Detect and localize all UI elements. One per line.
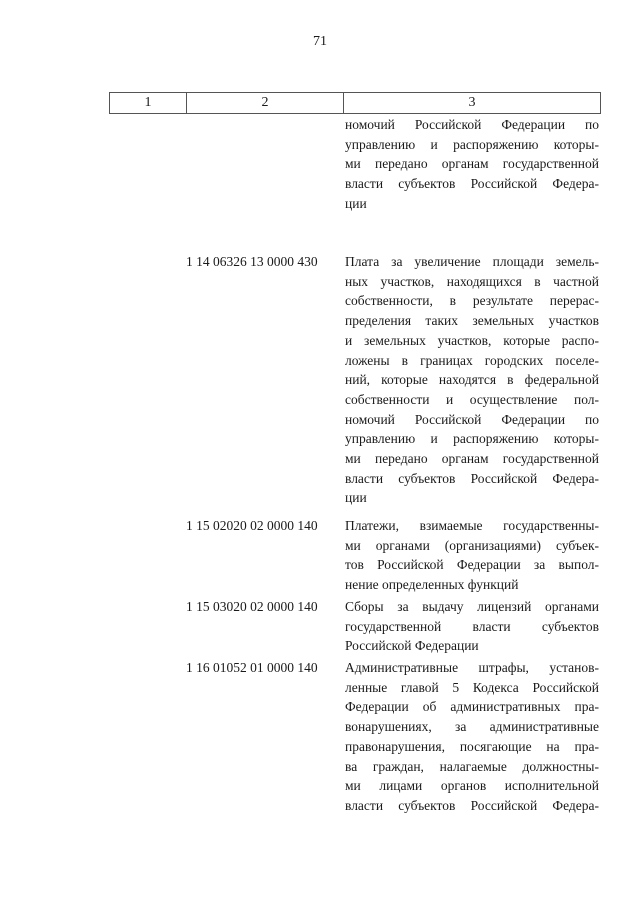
- entry-description: [345, 597, 599, 656]
- description-line: управлению и распоряжению которы-: [345, 431, 599, 447]
- description-line: ва граждан, налагаемые должностны-: [345, 758, 599, 774]
- description-line: власти субъектов Российской Федера-: [345, 470, 599, 486]
- description-line: ми лицами органов исполнительной: [345, 778, 599, 794]
- description-line: нение определенных функций: [345, 577, 519, 593]
- description-line: ми передано органам государственной: [345, 156, 599, 172]
- description-line: пределения таких земельных участков: [345, 313, 599, 329]
- table-header: [109, 92, 601, 114]
- description-line: правонарушения, посягающие на пра-: [345, 738, 599, 754]
- description-line: ции: [345, 195, 367, 211]
- description-line: тов Российской Федерации за выпол-: [345, 557, 599, 573]
- entry-code: 1 15 02020 02 0000 140: [186, 518, 318, 533]
- description-line: государственной власти субъектов: [345, 618, 599, 634]
- description-line: Платежи, взимаемые государственны-: [345, 518, 599, 533]
- description-line: собственности, в результате перерас-: [345, 293, 599, 309]
- description-line: ленные главой 5 Кодекса Российской: [345, 679, 599, 695]
- page-number: 71: [313, 34, 327, 49]
- entry-code: 1 16 01052 01 0000 140: [186, 660, 318, 675]
- description-line: Федерации об административных пра-: [345, 699, 599, 715]
- description-line: ний, которые находятся в федеральной: [345, 372, 599, 388]
- description-line: Плата за увеличение площади земель-: [345, 254, 599, 269]
- description-line: вонарушениях, за административные: [345, 719, 599, 735]
- description-line: ции: [345, 490, 367, 506]
- description-line: номочий Российской Федерации по: [345, 117, 599, 132]
- entry-description: [345, 516, 599, 595]
- entry-code: 1 15 03020 02 0000 140: [186, 599, 318, 614]
- description-line: ми органами (организациями) субъек-: [345, 537, 599, 553]
- description-line: собственности и осуществление пол-: [345, 391, 599, 407]
- description-line: власти субъектов Российской Федера-: [345, 176, 599, 192]
- description-line: ми передано органам государственной: [345, 451, 599, 467]
- entry-description: [345, 252, 599, 508]
- description-line: управлению и распоряжению которы-: [345, 136, 599, 152]
- description-line: ных участков, находящихся в частной: [345, 273, 599, 289]
- entry-code: 1 14 06326 13 0000 430: [186, 254, 318, 269]
- description-line: власти субъектов Российской Федера-: [345, 797, 599, 813]
- header-col-1: 1: [144, 95, 152, 110]
- entry-description: [345, 658, 599, 816]
- header-col-2: 2: [186, 93, 343, 113]
- header-col-3: 3: [343, 93, 600, 113]
- description-line: Административные штрафы, установ-: [345, 660, 599, 675]
- entry-description: [345, 115, 599, 214]
- description-line: Российской Федерации: [345, 638, 479, 654]
- description-line: и земельных участков, которые распо-: [345, 332, 599, 348]
- description-line: номочий Российской Федерации по: [345, 411, 599, 427]
- description-line: Сборы за выдачу лицензий органами: [345, 599, 599, 614]
- description-line: ложены в границах городских поселе-: [345, 352, 599, 368]
